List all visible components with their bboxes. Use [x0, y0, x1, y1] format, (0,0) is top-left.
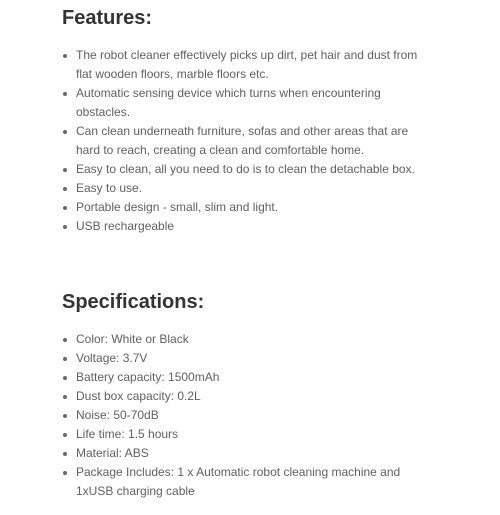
list-item-text: Life time: 1.5 hours: [76, 427, 179, 441]
bullet-icon: [63, 187, 67, 191]
list-item: [0, 349, 500, 368]
list-item: [0, 387, 500, 406]
list-item: [0, 444, 500, 463]
bullet-icon: [63, 54, 67, 58]
list-item: [0, 330, 500, 349]
list-item-text: Battery capacity: 1500mAh: [76, 370, 220, 384]
bullet-icon: [63, 452, 67, 456]
list-item-text: Portable design - small, slim and light.: [76, 200, 279, 214]
bullet-icon: [63, 225, 67, 229]
list-item-text: Can clean underneath furniture, sofas and other areas that are hard to reach, creating a clean and comfortable home.: [76, 124, 409, 157]
list-item: [0, 46, 500, 84]
list-item-text: Material: ABS: [76, 446, 149, 460]
bullet-icon: [63, 92, 67, 96]
features-heading: Features:: [62, 7, 153, 29]
list-item-text: USB rechargeable: [76, 219, 175, 233]
bullet-icon: [63, 168, 67, 172]
list-item-text: Voltage: 3.7V: [76, 351, 148, 365]
specifications-heading: Specifications:: [62, 291, 205, 313]
bullet-icon: [63, 206, 67, 210]
bullet-icon: [63, 433, 67, 437]
features-section: [0, 6, 500, 236]
list-item: [0, 122, 500, 160]
bullet-icon: [63, 395, 67, 399]
features-list: [0, 46, 500, 236]
list-item: [0, 84, 500, 122]
list-item: [0, 406, 500, 425]
list-item-text: Color: White or Black: [76, 332, 189, 346]
specifications-section: [0, 290, 500, 501]
list-item: [0, 425, 500, 444]
list-item-text: The robot cleaner effectively picks up dirt, pet hair and dust from flat wooden floors, marble floors etc.: [76, 48, 418, 81]
list-item: [0, 198, 500, 217]
list-item: [0, 368, 500, 387]
list-item-text: Automatic sensing device which turns when encountering obstacles.: [76, 86, 381, 119]
list-item-text: Easy to use.: [76, 181, 143, 195]
list-item-text: Dust box capacity: 0.2L: [76, 389, 201, 403]
list-item-text: Easy to clean, all you need to do is to clean the detachable box.: [76, 162, 415, 176]
bullet-icon: [63, 338, 67, 342]
specifications-list: [0, 330, 500, 501]
bullet-icon: [63, 130, 67, 134]
list-item: [0, 179, 500, 198]
list-item: [0, 463, 500, 501]
list-item-text: Package Includes: 1 x Automatic robot cleaning machine and 1xUSB charging cable: [76, 465, 401, 498]
list-item: [0, 160, 500, 179]
bullet-icon: [63, 414, 67, 418]
bullet-icon: [63, 357, 67, 361]
list-item: [0, 217, 500, 236]
bullet-icon: [63, 376, 67, 380]
bullet-icon: [63, 471, 67, 475]
list-item-text: Noise: 50-70dB: [76, 408, 159, 422]
